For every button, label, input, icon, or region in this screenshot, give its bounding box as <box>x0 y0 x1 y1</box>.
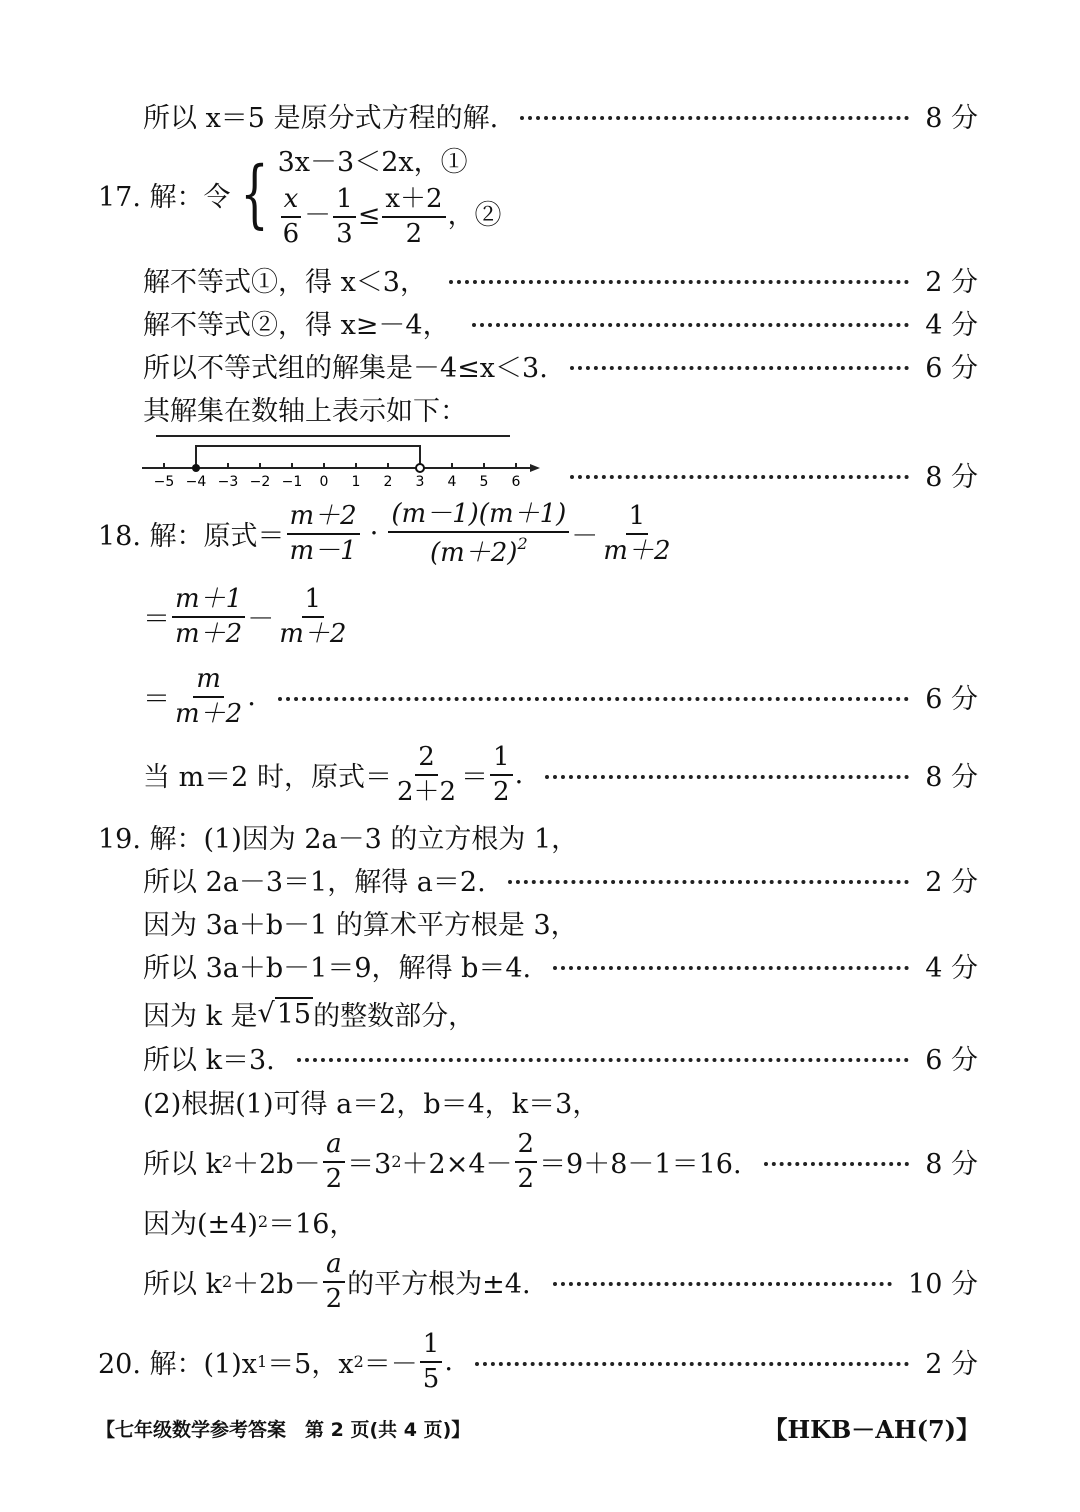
line-text: 解不等式②，得 x≥－4， <box>143 310 450 341</box>
q19-line-5: 因为 k 是 √ 15 的整数部分， <box>143 998 476 1032</box>
score: 6 分 <box>925 353 978 384</box>
footer-page-info: 【七年级数学参考答案 第 2 页(共 4 页)】 <box>96 1419 471 1441</box>
q19-line-7: (2)根据(1)可得 a＝2，b＝4，k＝3， <box>143 1089 600 1120</box>
axis-tick-label: 1 <box>351 474 361 490</box>
score: 8 分 <box>925 1149 978 1181</box>
axis-tick-label: −2 <box>249 474 271 490</box>
axis-tick-label: 2 <box>383 474 393 490</box>
score: 10 分 <box>908 1269 978 1301</box>
line-text: 解不等式①，得 x＜3， <box>143 267 427 298</box>
axis-tick-label: 6 <box>511 474 521 490</box>
q17-step-4 <box>143 389 467 428</box>
q19-line-8: 所以 k 2 ＋2b－ $\frac{a}{2}$ ＝3 2 ＋2×4－ $\frac{2}{2}$ ＝9＋8－1＝16. 8 分 <box>143 1129 978 1194</box>
score: 4 分 <box>925 310 978 341</box>
answer-line-q16-end <box>143 96 978 135</box>
q19-line-1: 19. 解：(1)因为 2a－3 的立方根为 1， <box>98 824 579 855</box>
score: 6 分 <box>925 684 978 716</box>
dot-leader <box>297 1058 910 1062</box>
dot-leader <box>278 697 909 701</box>
closed-point <box>192 464 200 472</box>
dot-leader <box>764 1162 910 1166</box>
q19-line-4: 所以 3a＋b－1＝9，解得 b＝4. 4 分 <box>143 946 978 985</box>
q19-line-3: 因为 3a＋b－1 的算术平方根是 3， <box>143 910 578 941</box>
axis-tick-label: 3 <box>415 474 425 490</box>
q17-system <box>98 140 502 248</box>
q18-line-1: 18. 解：原式＝ $\frac{m+2}{m-1}$ · $\frac{(m-1)(m+1)}{(m+2)^2}$ － $\frac{1}{m+2}$ <box>98 499 671 568</box>
q17-step-3 <box>143 346 978 385</box>
score: 6 分 <box>925 1045 978 1076</box>
score: 4 分 <box>925 953 978 984</box>
q19-line-10: 所以 k 2 ＋2b－ $\frac{a}{2}$ 的平方根为±4. 10 分 <box>143 1249 978 1314</box>
axis-tick-label: −1 <box>281 474 303 490</box>
dot-leader <box>553 1282 893 1286</box>
line-text: 所以不等式组的解集是－4≤x＜3. <box>143 353 548 384</box>
axis-tick-label: −3 <box>217 474 239 490</box>
inequality-2: $\frac{x}{6}$ － $\frac{1}{3}$ ≤ $\frac{x+2}{2}$ ，② <box>278 185 502 248</box>
dot-leader <box>508 880 910 884</box>
dot-leader <box>570 366 909 370</box>
score: 8 分 <box>925 103 978 134</box>
q18-label: 18. 解：原式＝ <box>98 521 285 553</box>
inequality-system <box>278 140 502 248</box>
score: 2 分 <box>925 267 978 298</box>
inequality-1: 3x－3＜2x，① <box>277 147 468 178</box>
axis-tick-label: −5 <box>153 474 175 490</box>
brace: { <box>239 151 269 238</box>
score: 8 分 <box>925 762 978 794</box>
open-point <box>416 464 424 472</box>
q20-line-1: 20. 解：(1)x 1 ＝5，x 2 ＝－ $\frac{1}{5}$ . 2 分 <box>98 1329 978 1394</box>
q17-axis-score <box>570 455 978 494</box>
q18-line-3: ＝ $\frac{m}{m+2}$ . 6 分 <box>143 664 978 729</box>
line-text: 所以 x＝5 是原分式方程的解. <box>143 103 499 134</box>
dot-leader <box>449 280 909 284</box>
axis-tick-label: −4 <box>185 474 207 490</box>
q17-step-2 <box>143 303 978 342</box>
dot-leader <box>520 116 909 120</box>
q17-step-1 <box>143 260 978 299</box>
dot-leader <box>570 475 909 479</box>
score: 2 分 <box>925 867 978 898</box>
axis-tick-label: 4 <box>447 474 457 490</box>
footer-code: 【HKB－AH(7)】 <box>763 1415 980 1444</box>
line-text: 其解集在数轴上表示如下： <box>143 396 467 427</box>
dot-leader <box>545 775 909 779</box>
q18-line-4: 当 m＝2 时，原式＝ $\frac{2}{2+2}$ ＝ $\frac{1}{2}$ . 8 分 <box>143 742 978 807</box>
axis-tick-label: 0 <box>319 474 329 490</box>
dot-leader <box>475 1362 909 1366</box>
number-line-diagram <box>140 430 550 492</box>
q19-line-2: 所以 2a－3＝1，解得 a＝2. 2 分 <box>143 860 978 899</box>
q19-line-6: 所以 k＝3. 6 分 <box>143 1038 978 1077</box>
q19-line-9: 因为(±4) 2 ＝16， <box>143 1209 357 1240</box>
q17-label: 17. 解：令 <box>98 181 231 213</box>
score: 8 分 <box>925 462 978 493</box>
q18-line-2: ＝ $\frac{m+1}{m+2}$ － $\frac{1}{m+2}$ <box>143 584 347 649</box>
score: 2 分 <box>925 1349 978 1381</box>
dot-leader <box>553 966 909 970</box>
axis-tick-label: 5 <box>479 474 489 490</box>
dot-leader <box>472 323 910 327</box>
